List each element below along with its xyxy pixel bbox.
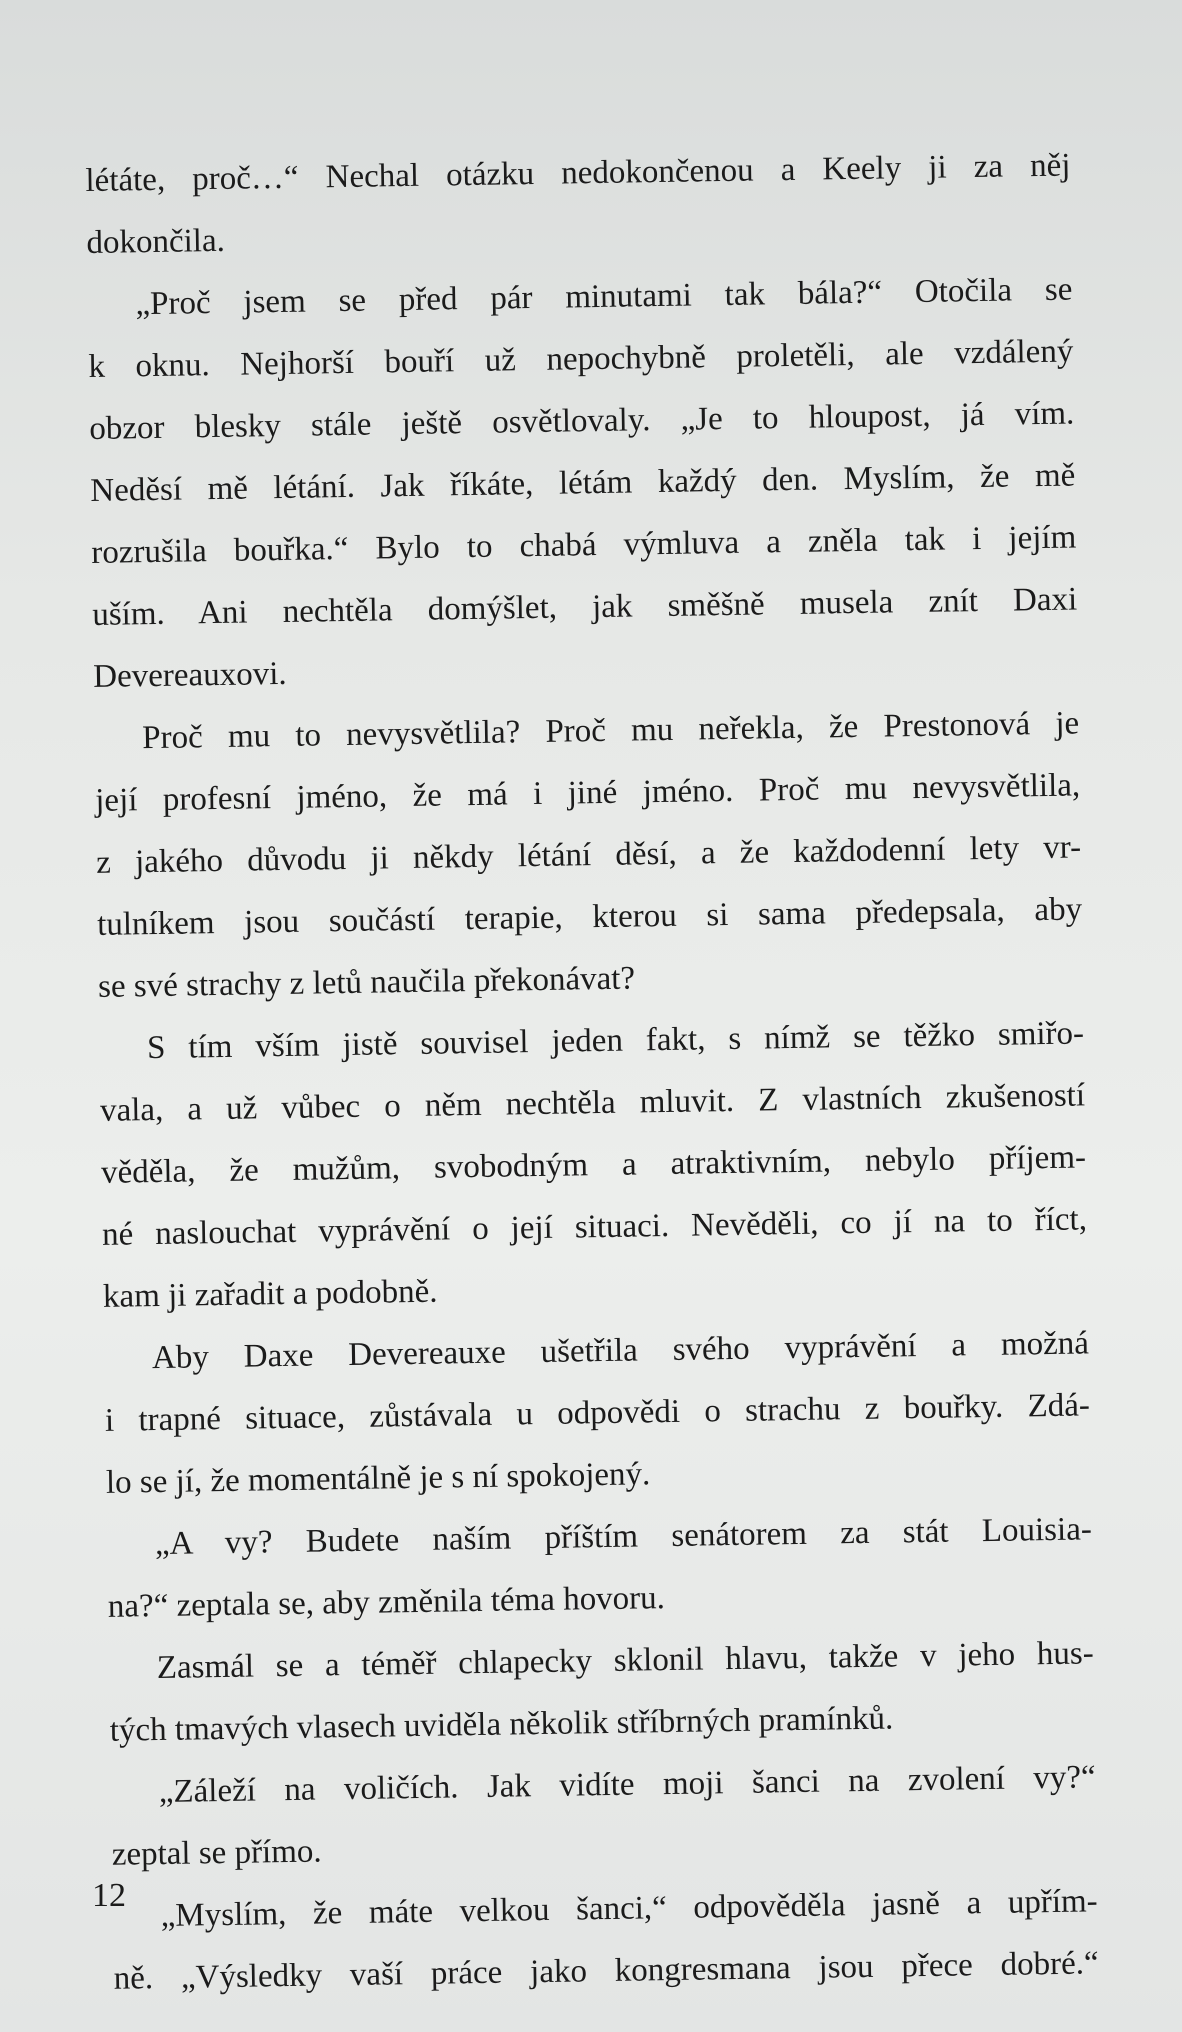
text-line: uším. Ani nechtěla domýšlet, jak směšně musela znít Daxi	[92, 581, 1078, 633]
body-text	[85, 135, 1099, 2010]
text-line: věděla, že mužům, svobodným a atraktivním, nebylo příjem-	[100, 1139, 1087, 1191]
text-line: zeptal se přímo.	[111, 1833, 322, 1873]
text-line: dokončila.	[86, 222, 226, 261]
text-line: rozrušila bouřka.“ Bylo to chabá výmluva a zněla tak i jejím	[91, 519, 1077, 571]
text-line: „Myslím, že máte velkou šanci,“ odpověděla jasně a upřím-	[160, 1883, 1098, 1935]
text-line: Neděsí mě létání. Jak říkáte, létám každý den. Myslím, že mě	[90, 457, 1076, 509]
text-line: S tím vším jistě souvisel jeden fakt, s nímž se těžko smiřo-	[146, 1015, 1085, 1067]
text-line: Zasmál se a téměř chlapecky sklonil hlavu, takže v jeho hus-	[156, 1635, 1095, 1687]
text-line: tých tmavých vlasech uviděla několik stříbrných pramínků.	[109, 1700, 894, 1749]
text-line: obzor blesky stále ještě osvětlovaly. „Je to hloupost, já vím.	[89, 395, 1075, 447]
text-line: z jakého důvodu ji někdy létání děsí, a že každodenní lety vr-	[95, 829, 1082, 881]
text-line: kam ji zařadit a podobně.	[102, 1273, 438, 1315]
page-number: 12	[92, 1877, 126, 1914]
text-line: „Proč jsem se před pár minutami tak bála?“ Otočila se	[135, 271, 1073, 323]
text-line: ně. „Výsledky vaší práce jako kongresmana jsou přece dobré.“	[113, 1945, 1099, 1997]
text-line: Aby Daxe Devereauxe ušetřila svého vyprávění a možná	[151, 1325, 1090, 1377]
text-line: i trapné situace, zůstávala u odpovědi o strachu z bouřky. Zdá-	[104, 1387, 1091, 1439]
text-line: Proč mu to nevysvětlila? Proč mu neřekla, že Prestonová je	[141, 705, 1080, 757]
text-line: né naslouchat vyprávění o její situaci. Nevěděli, co jí na to říct,	[101, 1201, 1088, 1253]
text-line: „Záleží na voličích. Jak vidíte moji šanci na zvolení vy?“	[158, 1759, 1096, 1811]
text-line: se své strachy z letů naučila překonávat?	[97, 960, 636, 1005]
text-line: k oknu. Nejhorší bouří už nepochybně proletěli, ale vzdálený	[88, 333, 1074, 385]
text-line: její profesní jméno, že má i jiné jméno. Proč mu nevysvětlila,	[94, 767, 1081, 819]
text-line: lo se jí, že momentálně je s ní spokojený.	[105, 1456, 651, 1501]
text-line: tulníkem jsou součástí terapie, kterou si sama předepsala, aby	[96, 891, 1083, 943]
text-line: „A vy? Budete naším příštím senátorem za stát Louisia-	[154, 1511, 1093, 1563]
text-line: létáte, proč…“ Nechal otázku nedokončenou a Keely ji za něj	[85, 147, 1071, 199]
text-line: na?“ zeptala se, aby změnila téma hovoru.	[107, 1580, 666, 1625]
text-line: Devereauxovi.	[92, 655, 287, 695]
text-line: vala, a už vůbec o něm nechtěla mluvit. Z vlastních zkušeností	[99, 1077, 1086, 1129]
